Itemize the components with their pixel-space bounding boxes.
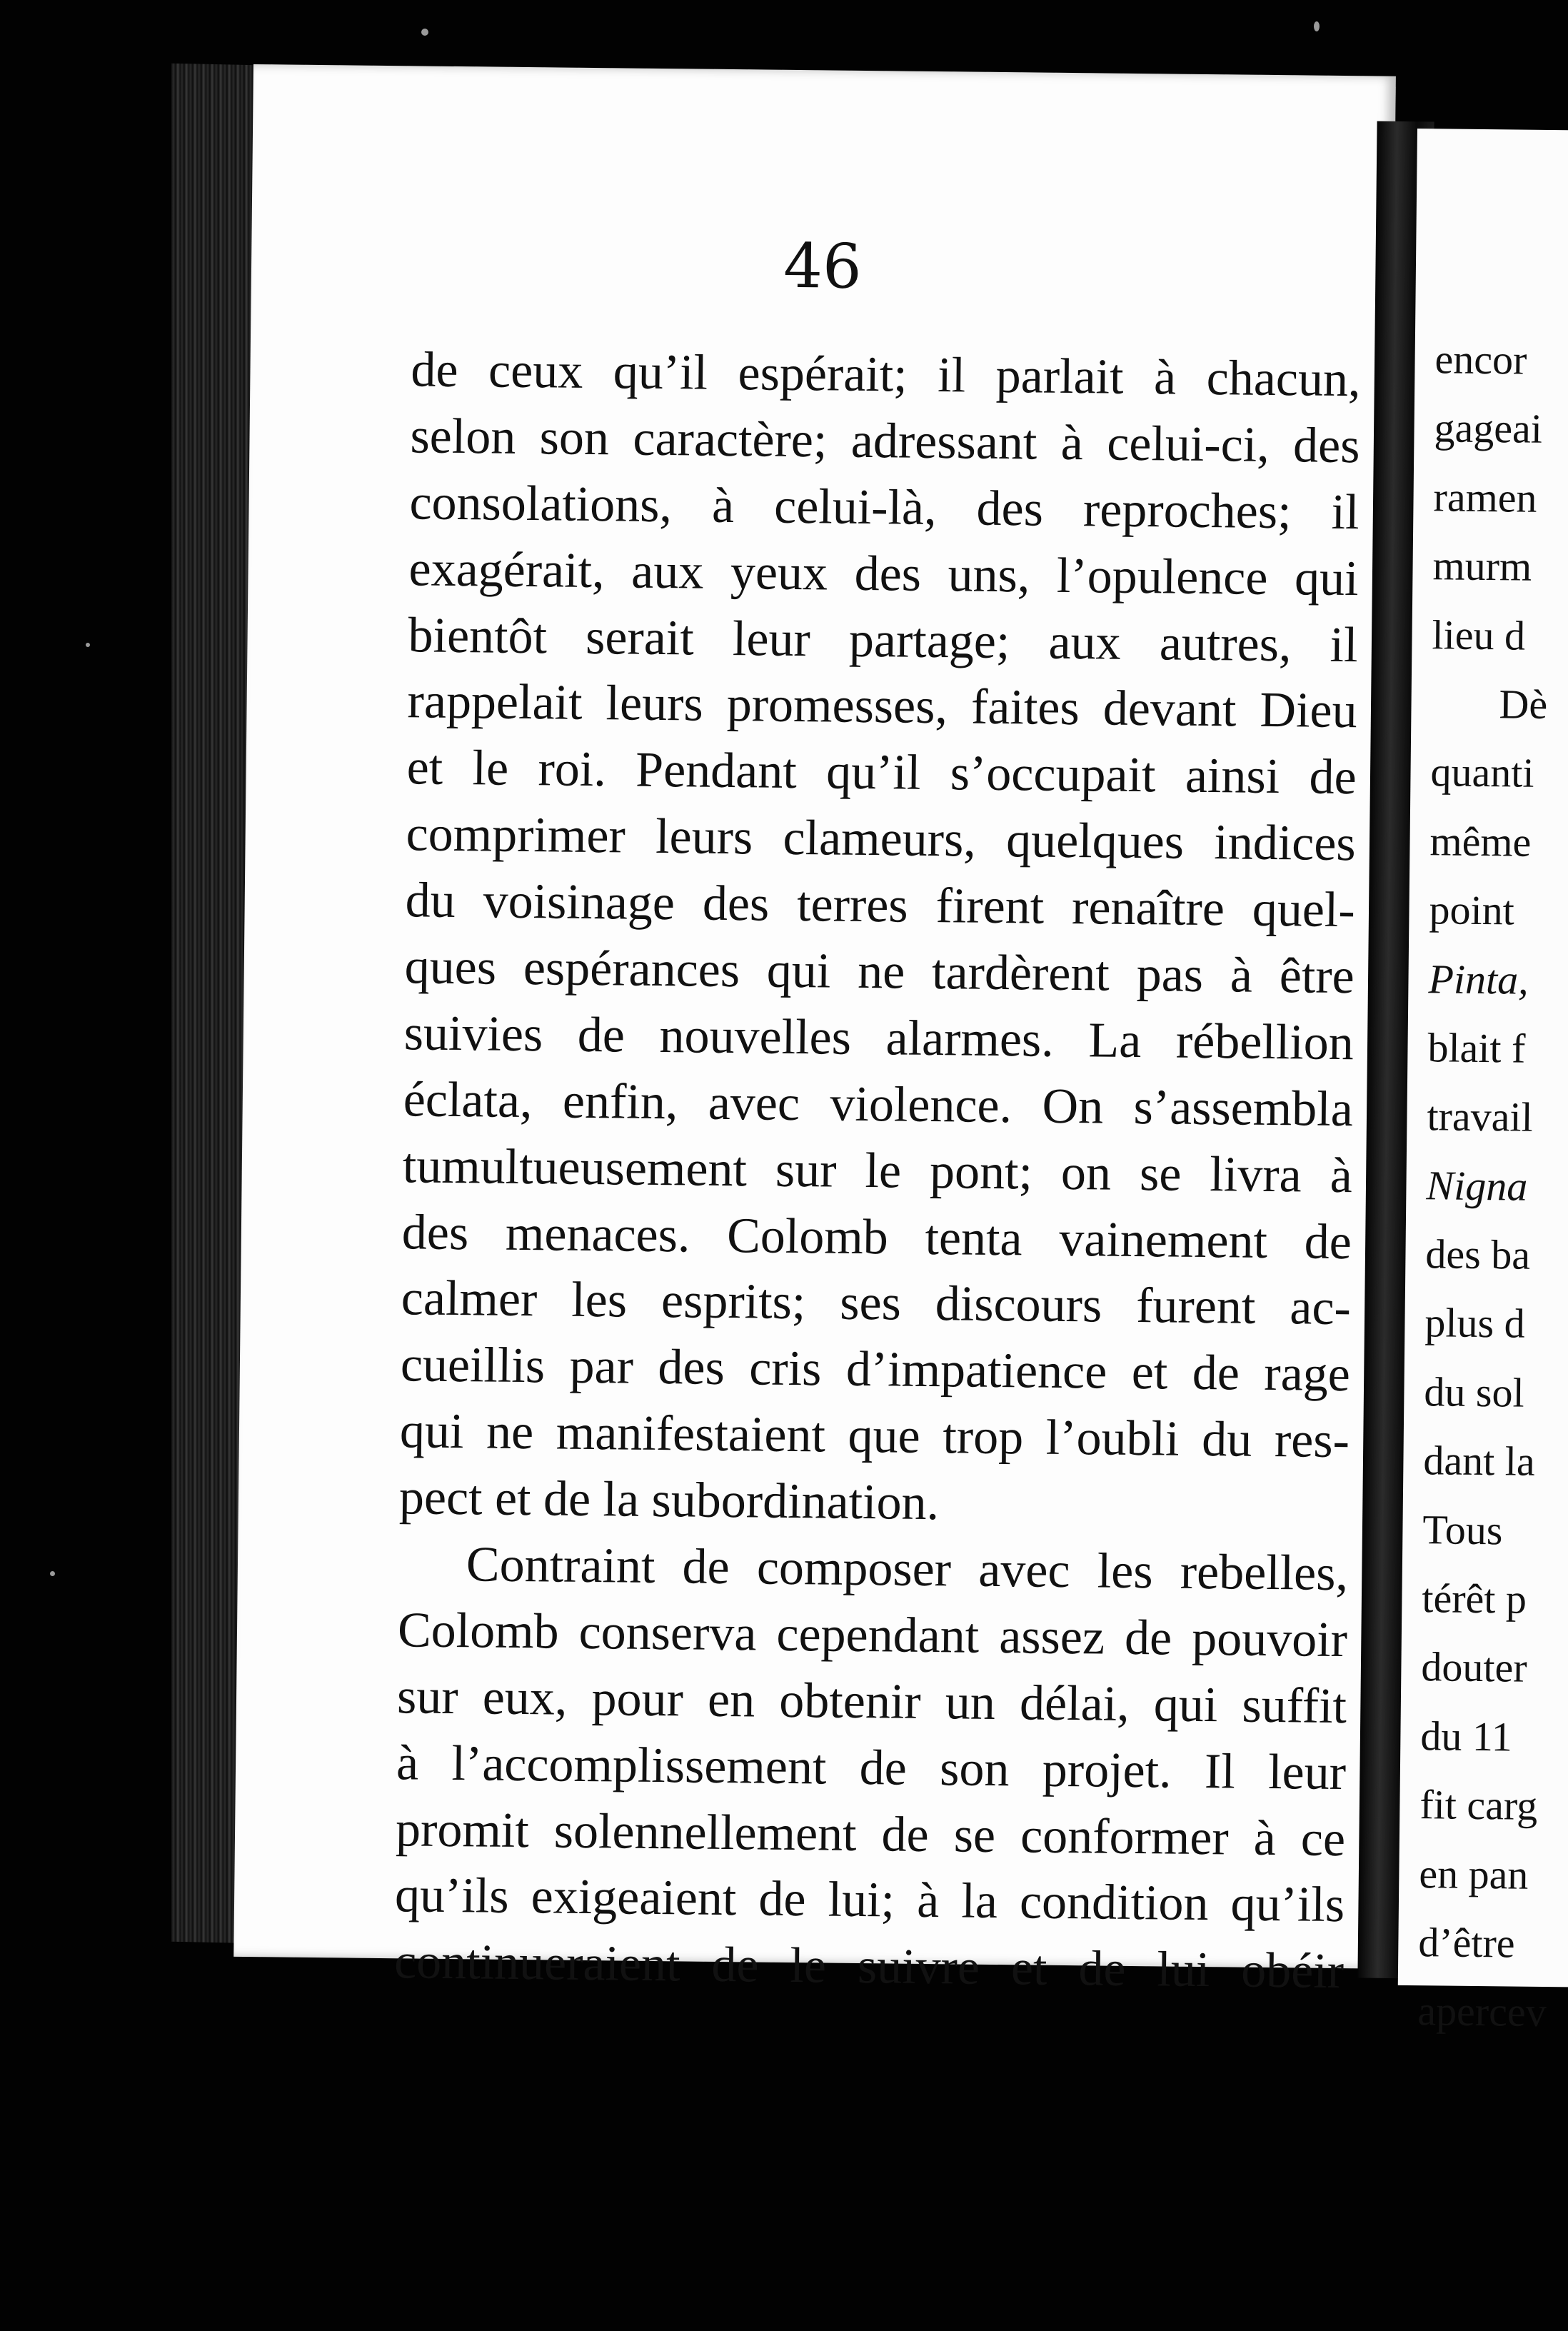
text-line: Dè — [1499, 681, 1548, 728]
text-line: promit solennellement de se conformer à ce — [395, 1801, 1346, 1867]
text-line: gageai — [1434, 404, 1543, 453]
text-line: encor — [1434, 336, 1527, 384]
text-line: blait f — [1427, 1024, 1526, 1072]
text-line: point — [1429, 886, 1515, 934]
text-line-italic: Pinta, — [1428, 955, 1529, 1003]
text-line: dant la — [1423, 1437, 1536, 1485]
text-line: fit carg — [1419, 1781, 1538, 1830]
text-line: bientôt serait leur partage; aux autres, il — [408, 607, 1358, 673]
text-line: sur eux, pour en obtenir un délai, qui suffit — [396, 1669, 1347, 1734]
text-line: à l’accomplissement de son projet. Il leur — [396, 1735, 1347, 1800]
text-line: continueraient de le suivre et de lui obéir — [393, 1934, 1345, 2000]
text-line: plus d — [1424, 1299, 1526, 1348]
right-page-body — [1417, 325, 1564, 2047]
right-page-fragment — [1398, 129, 1568, 2036]
text-line: qu’ils exigeaient de lui; à la condition qu’ils — [394, 1868, 1345, 1933]
text-line: rappelait leurs promesses, faites devant Dieu — [407, 673, 1357, 739]
text-line: pect et de la subordination. — [398, 1470, 940, 1531]
text-line: cueillis par des cris d’impatience et de rage — [400, 1337, 1351, 1403]
text-line: exagérait, aux yeux des uns, l’opulence qui — [408, 541, 1359, 606]
text-line: qui ne manifestaient que trop l’oubli du res- — [399, 1403, 1350, 1469]
text-line: ques espérances qui ne tardèrent pas à être — [404, 939, 1355, 1005]
page-body — [394, 337, 1361, 2005]
text-line: Tous — [1422, 1505, 1503, 1553]
text-line: comprimer leurs clameurs, quelques indices — [406, 806, 1357, 872]
text-line: murm — [1432, 542, 1532, 590]
text-line: travail — [1427, 1093, 1534, 1141]
text-line: en pan — [1419, 1850, 1529, 1898]
dust-speck — [50, 1571, 55, 1576]
left-page — [233, 64, 1396, 2000]
text-line: Contraint de composer avec les rebelles, — [466, 1537, 1349, 1602]
text-line: calmer les esprits; ses discours furent ac- — [401, 1270, 1352, 1336]
text-line: de ceux qu’il espérait; il parlait à chacun, — [411, 342, 1361, 408]
text-line: des ba — [1425, 1230, 1531, 1278]
text-line: apercev — [1417, 1987, 1547, 2036]
text-line: du 11 — [1420, 1712, 1513, 1760]
text-line: douter — [1421, 1643, 1527, 1692]
text-line: et le roi. Pendant qu’il s’occupait ainsi de — [406, 740, 1357, 806]
text-line: tumultueusement sur le pont; on se livra à — [402, 1138, 1353, 1203]
text-line: du sol — [1424, 1368, 1525, 1416]
dust-speck — [421, 29, 428, 36]
text-line: térêt p — [1422, 1575, 1527, 1623]
text-line: Colomb conserva cependant assez de pouvoir — [397, 1603, 1348, 1668]
text-line: quanti — [1430, 748, 1534, 797]
text-line: du voisinage des terres firent renaître quel- — [405, 873, 1356, 938]
text-line: même — [1429, 817, 1532, 866]
text-line-italic: Nigna — [1426, 1161, 1528, 1210]
text-line: lieu d — [1432, 611, 1526, 659]
text-line: ramen — [1433, 473, 1537, 521]
text-line: consolations, à celui-là, des reproches; il — [409, 475, 1360, 541]
dust-speck — [86, 643, 90, 647]
dust-speck — [1314, 21, 1320, 31]
text-line: d’être — [1418, 1919, 1515, 1967]
text-line: des menaces. Colomb tenta vainement de — [401, 1204, 1352, 1270]
text-line: selon son caractère; adressant à celui-ci, des — [410, 408, 1360, 474]
page-number: 46 — [783, 230, 863, 303]
text-line: éclata, enfin, avec violence. On s’assembla — [403, 1072, 1354, 1137]
text-line: suivies de nouvelles alarmes. La rébellion — [403, 1006, 1355, 1071]
